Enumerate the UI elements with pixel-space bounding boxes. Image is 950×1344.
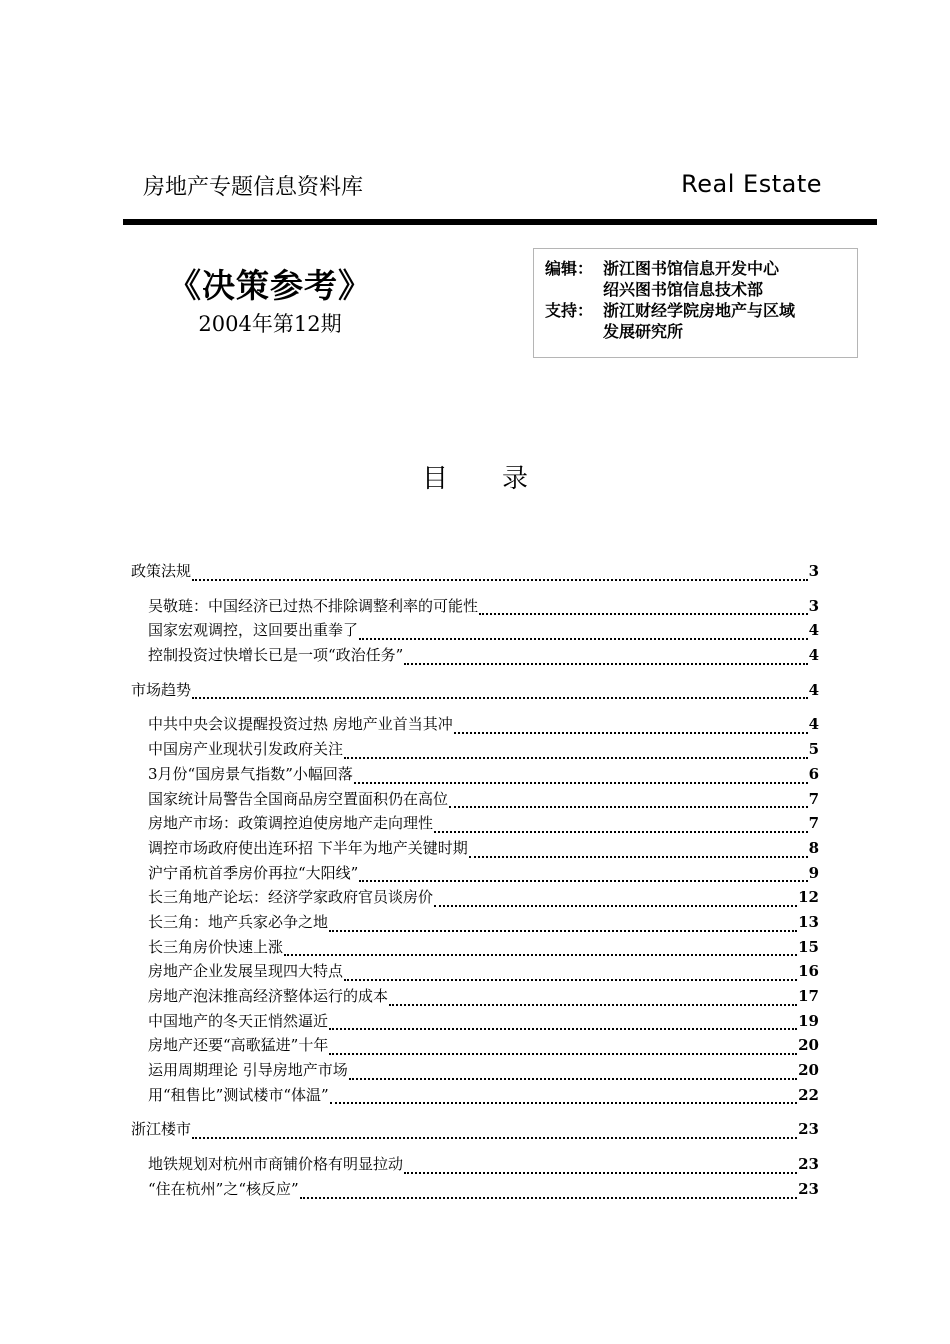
toc-leader [330,1102,797,1104]
toc-page-number: 15 [798,937,819,956]
toc-entry[interactable] [131,788,819,813]
support-label: 支持： [545,301,594,320]
toc-entry-title: 吴敬琏：中国经济已过热不排除调整利率的可能性 [148,596,479,615]
toc-leader [404,663,807,665]
toc-leader [284,954,797,956]
toc-entry[interactable] [131,1059,819,1084]
toc-page-number: 20 [798,1061,819,1080]
toc-entry-title: 用“租售比”测试楼市“体温” [148,1085,329,1104]
toc-page-number: 19 [798,1011,819,1030]
toc-leader [192,1137,797,1139]
editor-line: 浙江图书馆信息开发中心 [603,259,780,278]
toc-entry-title: 长三角地产论坛：经济学家政府官员谈房价 [148,888,434,907]
toc-leader [469,856,808,858]
toc-entry-title: 国家宏观调控，这回要出重拳了 [148,621,359,640]
header-rule [123,219,877,225]
publication-title: 《决策参考》 [168,266,372,305]
toc-title: 目录 [421,464,582,494]
editor-row [545,258,857,300]
editor-line: 绍兴图书馆信息技术部 [603,280,764,299]
toc-entry[interactable] [131,1034,819,1059]
toc-entry-title: 中共中央会议提醒投资过热 房地产业首当其冲 [148,715,453,734]
toc-entry[interactable] [131,911,819,936]
toc-section[interactable] [131,679,819,704]
toc-entry-title: 中国地产的冬天正悄然逼近 [148,1011,329,1030]
toc-entry[interactable] [131,936,819,961]
toc-entry-title: 运用周期理论 引导房地产市场 [148,1061,348,1080]
toc-entry-title: 3月份“国房景气指数”小幅回落 [148,764,353,783]
toc-entry[interactable] [131,960,819,985]
toc-entry[interactable] [131,763,819,788]
toc-entry-title: 长三角：地产兵家必争之地 [148,912,329,931]
toc-section[interactable] [131,1118,819,1143]
toc-page-number: 16 [798,962,819,981]
toc-leader [192,579,808,581]
toc-page-number: 12 [798,888,819,907]
toc-page-number: 4 [808,646,819,665]
toc-entry[interactable] [131,1010,819,1035]
publication-issue: 2004年第12期 [198,312,342,336]
support-row [545,300,857,342]
toc-entry[interactable] [131,985,819,1010]
toc-entry-title: 调控市场政府使出连环招 下半年为地产关键时期 [148,838,468,857]
toc-leader [454,732,808,734]
toc-leader [389,1004,797,1006]
toc-entry[interactable] [131,1153,819,1178]
toc-leader [434,831,808,833]
toc-entry[interactable] [131,644,819,669]
toc-page-number: 9 [808,863,819,882]
toc-page-number: 4 [808,621,819,640]
toc-leader [359,880,807,882]
toc-entry-title: “住在杭州”之“核反应” [148,1179,299,1198]
toc-entry-title: 沪宁甬杭首季房价再拉“大阳线” [148,863,359,882]
toc-entry[interactable] [131,619,819,644]
toc-page-number: 3 [808,596,819,615]
toc-leader [354,782,808,784]
toc-entry-title: 中国房产业现状引发政府关注 [148,740,344,759]
toc-section[interactable] [131,560,819,585]
toc-entry[interactable] [131,738,819,763]
library-name: 房地产专题信息资料库 [143,175,364,200]
toc-leader [359,638,808,640]
toc-entry[interactable] [131,1084,819,1109]
toc-entry[interactable] [131,1178,819,1203]
editor-label: 编辑： [545,259,594,278]
toc-entry[interactable] [131,886,819,911]
toc-page-number: 8 [808,838,819,857]
toc-page-number: 23 [798,1155,819,1174]
toc-page-number: 4 [808,715,819,734]
toc-section-title: 市场趋势 [131,680,192,699]
support-line: 发展研究所 [603,322,684,341]
toc-leader [329,1053,797,1055]
toc-page-number: 20 [798,1036,819,1055]
toc-leader [192,697,808,699]
support-line: 浙江财经学院房地产与区域 [603,301,796,320]
toc-leader [404,1172,797,1174]
toc-page-number: 23 [798,1120,819,1139]
toc-entry-title: 房地产企业发展呈现四大特点 [148,962,344,981]
toc-page-number: 7 [808,789,819,808]
toc-leader [479,613,808,615]
toc-page-number: 17 [798,987,819,1005]
toc-entry-title: 房地产市场：政策调控迫使房地产走向理性 [148,814,434,833]
toc-page-number: 4 [808,680,819,699]
toc-leader [344,979,797,981]
toc-page-number: 23 [798,1179,819,1198]
toc-entry[interactable] [131,862,819,887]
credits-box [533,248,858,358]
toc-entry-title: 地铁规划对杭州市商铺价格有明显拉动 [148,1155,404,1174]
toc-page-number: 3 [808,562,819,580]
toc-leader [300,1197,797,1199]
toc-leader [349,1078,797,1080]
toc-section-title: 浙江楼市 [131,1120,192,1139]
toc-entry[interactable] [131,837,819,862]
toc-entry-title: 国家统计局警告全国商品房空置面积仍在高位 [148,789,449,808]
toc-entry[interactable] [131,713,819,738]
toc-leader [329,1028,797,1030]
toc-entry[interactable] [131,812,819,837]
toc-entry-title: 长三角房价快速上涨 [148,937,284,956]
toc-entry[interactable] [131,595,819,620]
toc-entry-title: 房地产还要“高歌猛进”十年 [148,1036,329,1055]
category-label: Real Estate [681,170,822,198]
toc-page-number: 5 [808,740,819,759]
toc-leader [449,806,808,808]
toc-page-number: 13 [798,912,819,931]
toc-page-number: 6 [808,764,819,783]
toc-section-title: 政策法规 [131,562,192,580]
toc-leader [344,757,808,759]
table-of-contents [131,560,819,1203]
toc-page-number: 7 [808,814,819,833]
toc-entry-title: 房地产泡沫推高经济整体运行的成本 [148,987,389,1005]
toc-leader [434,905,797,907]
toc-leader [329,930,797,932]
toc-page-number: 22 [798,1085,819,1104]
toc-entry-title: 控制投资过快增长已是一项“政治任务” [148,646,404,665]
